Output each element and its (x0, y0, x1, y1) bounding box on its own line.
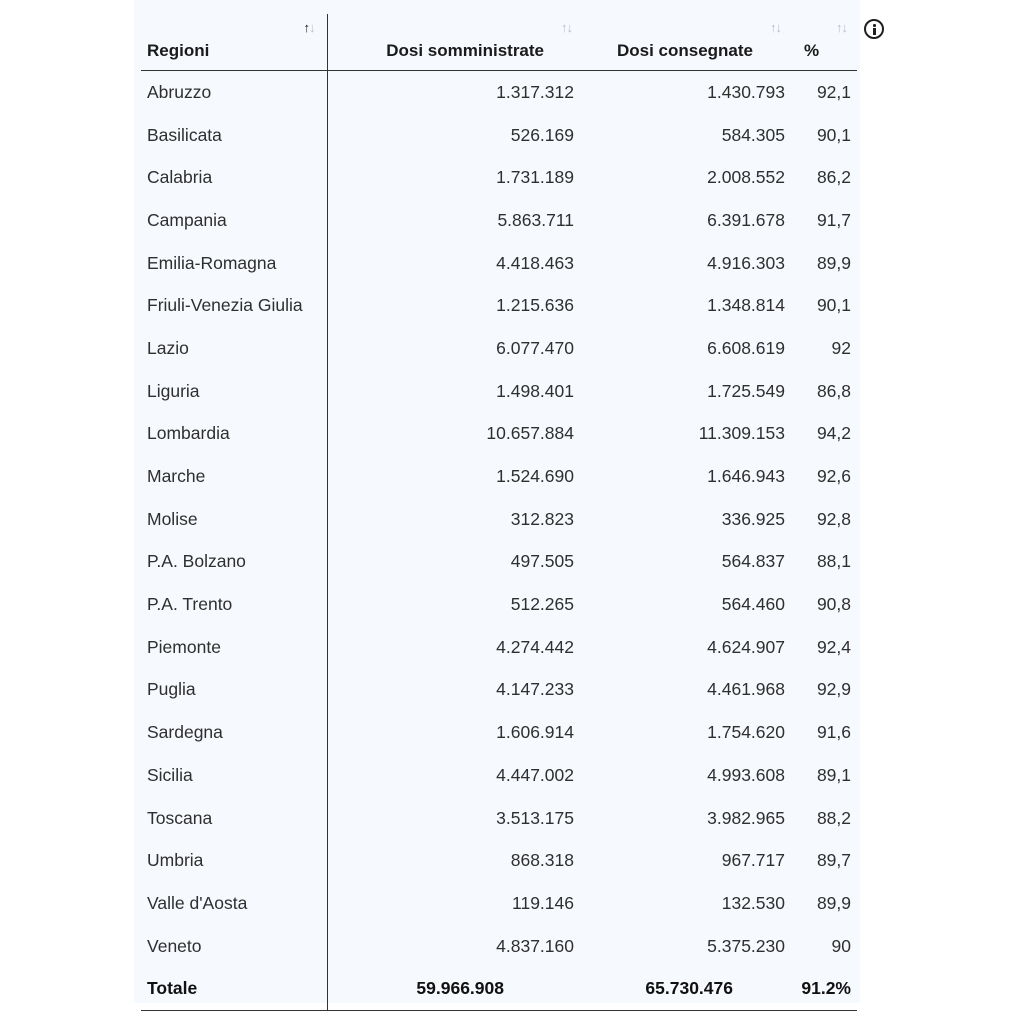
cell-region: Basilicata (147, 124, 222, 145)
cell-region: Umbria (147, 850, 204, 871)
cell-delivered: 11.309.153 (698, 423, 785, 444)
cell-delivered: 4.993.608 (707, 764, 785, 785)
cell-percent: 92,9 (816, 679, 851, 700)
cell-region: Valle d'Aosta (147, 892, 248, 913)
info-icon-dot (873, 24, 876, 27)
cell-delivered: 132.530 (721, 892, 785, 913)
table-row (141, 583, 857, 626)
cell-region: Liguria (147, 380, 200, 401)
column-header-region-label: Regioni (147, 41, 210, 60)
cell-administered: 4.837.160 (327, 925, 578, 968)
cell-percent: 90 (831, 935, 851, 956)
column-header-percent[interactable] (789, 14, 857, 71)
cell-region: Marche (147, 466, 206, 487)
cell-administered: 512.265 (327, 583, 578, 626)
cell-region: Lazio (147, 337, 189, 358)
cell-administered: 1.215.636 (327, 284, 578, 327)
cell-administered: 312.823 (327, 498, 578, 541)
table-row (141, 626, 857, 669)
column-header-percent-label: % (804, 41, 820, 60)
column-header-delivered[interactable] (578, 14, 789, 71)
cell-delivered: 3.982.965 (707, 807, 785, 828)
cell-delivered: 5.375.230 (707, 935, 785, 956)
column-header-administered-label: Dosi somministrate (386, 41, 544, 60)
table-row (141, 498, 857, 541)
sort-arrows-icon[interactable]: ↑↓ (303, 20, 315, 35)
table-row (141, 327, 857, 370)
cell-administered: 1.498.401 (327, 370, 578, 413)
cell-delivered: 1.754.620 (707, 722, 785, 743)
cell-region: Veneto (147, 935, 202, 956)
cell-percent: 92 (831, 337, 851, 358)
cell-percent: 92,8 (816, 508, 851, 529)
cell-delivered: 4.916.303 (707, 252, 785, 273)
cell-region: Molise (147, 508, 198, 529)
cell-delivered: 1.348.814 (707, 295, 785, 316)
cell-delivered: 336.925 (721, 508, 785, 529)
cell-administered: 6.077.470 (327, 327, 578, 370)
cell-region: P.A. Trento (147, 594, 233, 615)
cell-administered: 5.863.711 (327, 199, 578, 242)
column-header-administered[interactable] (327, 14, 578, 71)
cell-delivered: 6.391.678 (707, 209, 785, 230)
cell-delivered: 2.008.552 (707, 167, 785, 188)
sort-arrows-icon[interactable]: ↑↓ (770, 20, 781, 35)
cell-region: Piemonte (147, 636, 221, 657)
cell-percent: 92,6 (816, 466, 851, 487)
cell-region: Sicilia (147, 764, 193, 785)
table-row (141, 242, 857, 285)
cell-region: Campania (147, 209, 227, 230)
cell-delivered: 1.725.549 (707, 380, 785, 401)
cell-percent: 90,1 (816, 295, 851, 316)
cell-administered: 1.317.312 (327, 71, 578, 114)
cell-region: Toscana (147, 807, 213, 828)
table-row (141, 839, 857, 882)
cell-delivered: 1.430.793 (707, 81, 785, 102)
cell-administered: 497.505 (327, 541, 578, 584)
cell-delivered: 564.837 (721, 551, 785, 572)
table-row (141, 925, 857, 968)
cell-region: Emilia-Romagna (147, 252, 277, 273)
cell-region: P.A. Bolzano (147, 551, 246, 572)
cell-percent: 88,2 (816, 807, 851, 828)
total-percent: 91.2% (789, 967, 857, 1010)
cell-percent: 94,2 (816, 423, 851, 444)
cell-administered: 3.513.175 (327, 797, 578, 840)
info-icon[interactable] (864, 19, 884, 39)
table-row (141, 413, 857, 456)
table-row (141, 797, 857, 840)
column-header-region[interactable] (141, 14, 327, 71)
cell-delivered: 967.717 (721, 850, 785, 871)
table-total-row (141, 967, 857, 1010)
cell-percent: 89,1 (816, 764, 851, 785)
cell-administered: 4.447.002 (327, 754, 578, 797)
cell-administered: 526.169 (327, 114, 578, 157)
total-label: Totale (141, 967, 327, 1010)
table-row (141, 156, 857, 199)
column-header-delivered-label: Dosi consegnate (616, 41, 753, 60)
table-row (141, 284, 857, 327)
cell-administered: 1.524.690 (327, 455, 578, 498)
cell-percent: 91,6 (816, 722, 851, 743)
cell-percent: 89,9 (816, 252, 851, 273)
cell-administered: 119.146 (327, 882, 578, 925)
total-administered: 59.966.908 (327, 967, 578, 1010)
cell-percent: 86,8 (816, 380, 851, 401)
cell-delivered: 584.305 (721, 124, 785, 145)
cell-delivered: 564.460 (721, 594, 785, 615)
cell-region: Lombardia (147, 423, 230, 444)
info-icon-stem (873, 28, 876, 35)
sort-arrows-icon[interactable]: ↑↓ (561, 20, 572, 35)
cell-delivered: 6.608.619 (707, 337, 785, 358)
table-row (141, 754, 857, 797)
table-row (141, 455, 857, 498)
cell-percent: 91,7 (816, 209, 851, 230)
cell-region: Puglia (147, 679, 196, 700)
total-delivered: 65.730.476 (578, 967, 789, 1010)
table-body (141, 71, 857, 1011)
cell-percent: 89,7 (816, 850, 851, 871)
cell-percent: 92,4 (816, 636, 851, 657)
cell-administered: 1.731.189 (327, 156, 578, 199)
cell-delivered: 1.646.943 (707, 466, 785, 487)
table-header-row (141, 14, 857, 71)
table-row (141, 711, 857, 754)
cell-delivered: 4.461.968 (707, 679, 785, 700)
sort-arrows-icon[interactable]: ↑↓ (836, 20, 847, 35)
cell-administered: 10.657.884 (327, 413, 578, 456)
cell-percent: 88,1 (816, 551, 851, 572)
table-row (141, 541, 857, 584)
cell-administered: 4.147.233 (327, 669, 578, 712)
cell-administered: 868.318 (327, 839, 578, 882)
cell-percent: 92,1 (816, 81, 851, 102)
cell-administered: 4.274.442 (327, 626, 578, 669)
table-row (141, 370, 857, 413)
table-row (141, 669, 857, 712)
cell-administered: 1.606.914 (327, 711, 578, 754)
cell-region: Friuli-Venezia Giulia (147, 295, 303, 316)
cell-percent: 89,9 (816, 892, 851, 913)
cell-region: Calabria (147, 167, 213, 188)
vaccine-doses-table (141, 14, 857, 1011)
table-row (141, 882, 857, 925)
cell-administered: 4.418.463 (327, 242, 578, 285)
cell-delivered: 4.624.907 (707, 636, 785, 657)
cell-region: Abruzzo (147, 81, 212, 102)
cell-percent: 90,8 (816, 594, 851, 615)
table-row (141, 71, 857, 114)
table-row (141, 199, 857, 242)
cell-percent: 90,1 (816, 124, 851, 145)
cell-percent: 86,2 (816, 167, 851, 188)
table-row (141, 114, 857, 157)
cell-region: Sardegna (147, 722, 223, 743)
